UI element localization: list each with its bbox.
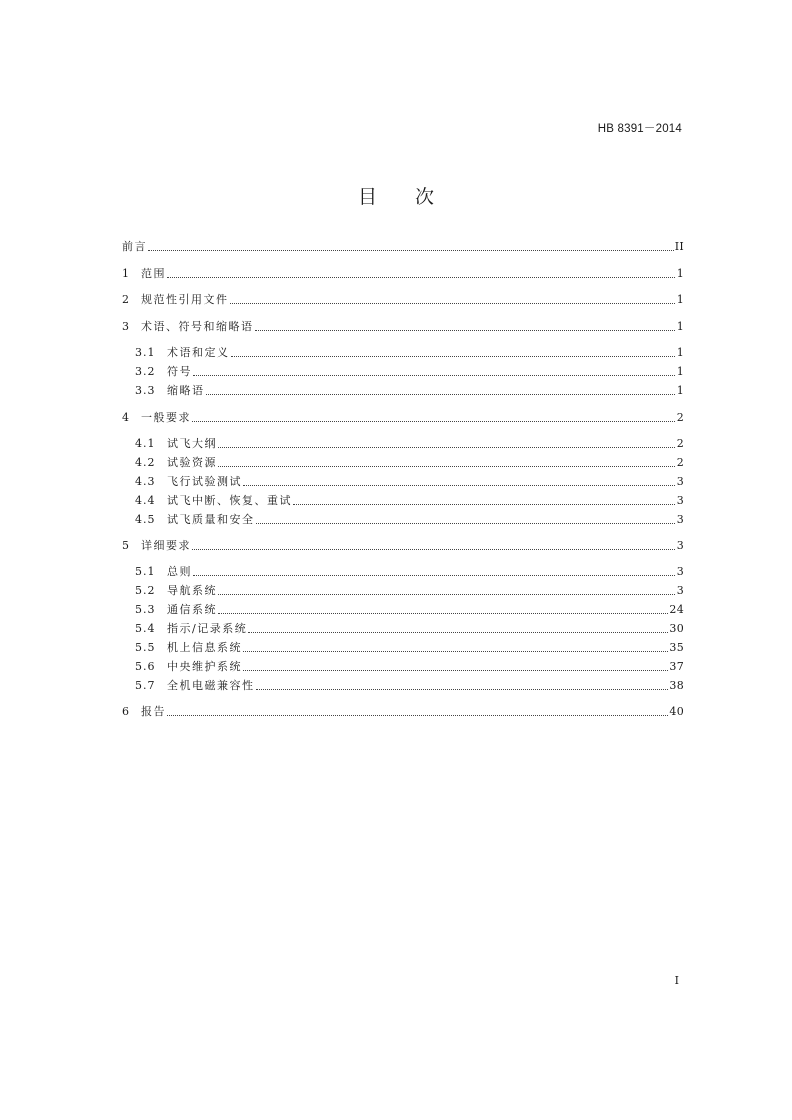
toc-entry-page: 35	[669, 641, 684, 654]
toc-entry-label: 术语、符号和缩略语	[141, 320, 254, 333]
toc-entry-number: 4.3	[135, 475, 156, 488]
toc-entry-number: 4.4	[135, 494, 156, 507]
toc-entry-number: 3.2	[135, 365, 156, 378]
toc-entry-number: 5.2	[135, 584, 156, 597]
toc-entry-page: 30	[669, 622, 684, 635]
dot-leader	[193, 374, 675, 376]
toc-entry[interactable]	[122, 704, 684, 720]
toc-entry-number: 5.1	[135, 565, 156, 578]
toc-entry-page: 2	[676, 411, 684, 424]
dot-leader	[243, 484, 675, 486]
toc-entry-label: 试飞中断、恢复、重试	[167, 494, 292, 507]
standard-number: HB 8391－2014	[597, 123, 682, 135]
toc-entry-page: 3	[676, 565, 684, 578]
toc-entry-page: 1	[676, 293, 684, 306]
dot-leader	[218, 612, 668, 614]
toc-entry-label: 机上信息系统	[167, 641, 242, 654]
toc-entry-page: 24	[669, 603, 684, 616]
toc-entry-page: 3	[676, 539, 684, 552]
toc-entry-label: 全机电磁兼容性	[167, 679, 255, 692]
toc-entry[interactable]	[122, 436, 684, 452]
toc-entry[interactable]	[122, 292, 684, 308]
toc-entry-page: 37	[669, 660, 684, 673]
toc-entry-page: 38	[669, 679, 684, 692]
toc-entry-label: 术语和定义	[167, 346, 230, 359]
toc-entry-label: 报告	[141, 705, 166, 718]
dot-leader	[248, 631, 668, 633]
toc-entry-page: 1	[676, 365, 684, 378]
toc-entry-number: 1	[122, 267, 129, 280]
toc-entry[interactable]	[122, 455, 684, 471]
toc-entry-label: 详细要求	[141, 539, 191, 552]
dot-leader	[218, 465, 675, 467]
toc-entry-label: 规范性引用文件	[141, 293, 229, 306]
toc-entry-number: 5.6	[135, 660, 156, 673]
dot-leader	[256, 688, 669, 690]
toc-entry[interactable]	[122, 640, 684, 656]
toc-entry-label: 缩略语	[167, 384, 205, 397]
dot-leader	[243, 669, 668, 671]
toc-entry-label: 符号	[167, 365, 192, 378]
toc-entry-label: 指示/记录系统	[167, 622, 248, 635]
toc-entry[interactable]	[122, 583, 684, 599]
toc-entry[interactable]	[122, 602, 684, 618]
toc-entry-label: 中央维护系统	[167, 660, 242, 673]
dot-leader	[218, 446, 675, 448]
toc-entry-number: 4.1	[135, 437, 156, 450]
toc-entry-number: 6	[122, 705, 129, 718]
toc-entry-number: 5.7	[135, 679, 156, 692]
toc-entry-page: 3	[676, 475, 684, 488]
dot-leader	[231, 355, 676, 357]
toc-entry[interactable]	[122, 266, 684, 282]
toc-entry[interactable]	[122, 621, 684, 637]
toc-entry-page: 40	[669, 705, 684, 718]
toc-entry-page: 3	[676, 513, 684, 526]
toc-entry-label: 前言	[122, 240, 147, 253]
dot-leader	[256, 522, 676, 524]
dot-leader	[192, 548, 675, 550]
toc-entry-label: 范围	[141, 267, 166, 280]
toc-entry-number: 3	[122, 320, 129, 333]
toc-entry-label: 飞行试验测试	[167, 475, 242, 488]
toc-entry[interactable]	[122, 239, 684, 255]
dot-leader	[230, 302, 676, 304]
toc-entry[interactable]	[122, 383, 684, 399]
toc-entry-page: 2	[676, 456, 684, 469]
toc-entry-number: 5.5	[135, 641, 156, 654]
dot-leader	[167, 276, 675, 278]
toc-entry-page: 1	[676, 384, 684, 397]
toc-entry-label: 总则	[167, 565, 192, 578]
dot-leader	[206, 393, 676, 395]
toc-entry-label: 导航系统	[167, 584, 217, 597]
toc-entry[interactable]	[122, 678, 684, 694]
dot-leader	[293, 503, 675, 505]
dot-leader	[255, 329, 676, 331]
toc-entry-page: 1	[676, 320, 684, 333]
dot-leader	[243, 650, 668, 652]
toc-entry[interactable]	[122, 364, 684, 380]
dot-leader	[167, 714, 668, 716]
toc-entry[interactable]	[122, 512, 684, 528]
page-title: 目次	[357, 186, 472, 208]
toc-entry[interactable]	[122, 474, 684, 490]
toc-entry-label: 试验资源	[167, 456, 217, 469]
toc-entry-page: 3	[676, 584, 684, 597]
toc-entry[interactable]	[122, 410, 684, 426]
toc-entry-page: 3	[676, 494, 684, 507]
dot-leader	[218, 593, 675, 595]
toc-entry-label: 通信系统	[167, 603, 217, 616]
toc-entry[interactable]	[122, 319, 684, 335]
dot-leader	[192, 420, 675, 422]
toc-entry[interactable]	[122, 345, 684, 361]
toc-entry-number: 4.2	[135, 456, 156, 469]
dot-leader	[193, 574, 675, 576]
toc-entry-number: 2	[122, 293, 129, 306]
toc-entry-number: 4	[122, 411, 129, 424]
toc-entry-page: 1	[676, 267, 684, 280]
toc-entry[interactable]	[122, 493, 684, 509]
toc-entry-number: 5	[122, 539, 129, 552]
toc-entry-number: 4.5	[135, 513, 156, 526]
toc-entry-number: 3.3	[135, 384, 156, 397]
toc-entry-number: 5.4	[135, 622, 156, 635]
toc-entry[interactable]	[122, 538, 684, 554]
toc-entry-page: 1	[676, 346, 684, 359]
dot-leader	[148, 249, 674, 251]
toc-entry-page: 2	[676, 437, 684, 450]
toc-entry[interactable]	[122, 564, 684, 580]
toc-entry-label: 试飞质量和安全	[167, 513, 255, 526]
toc-entry-page: II	[674, 240, 684, 253]
toc-entry[interactable]	[122, 659, 684, 675]
page-number: I	[674, 974, 679, 987]
toc-entry-number: 5.3	[135, 603, 156, 616]
toc-entry-label: 试飞大纲	[167, 437, 217, 450]
toc-entry-label: 一般要求	[141, 411, 191, 424]
toc-entry-number: 3.1	[135, 346, 156, 359]
